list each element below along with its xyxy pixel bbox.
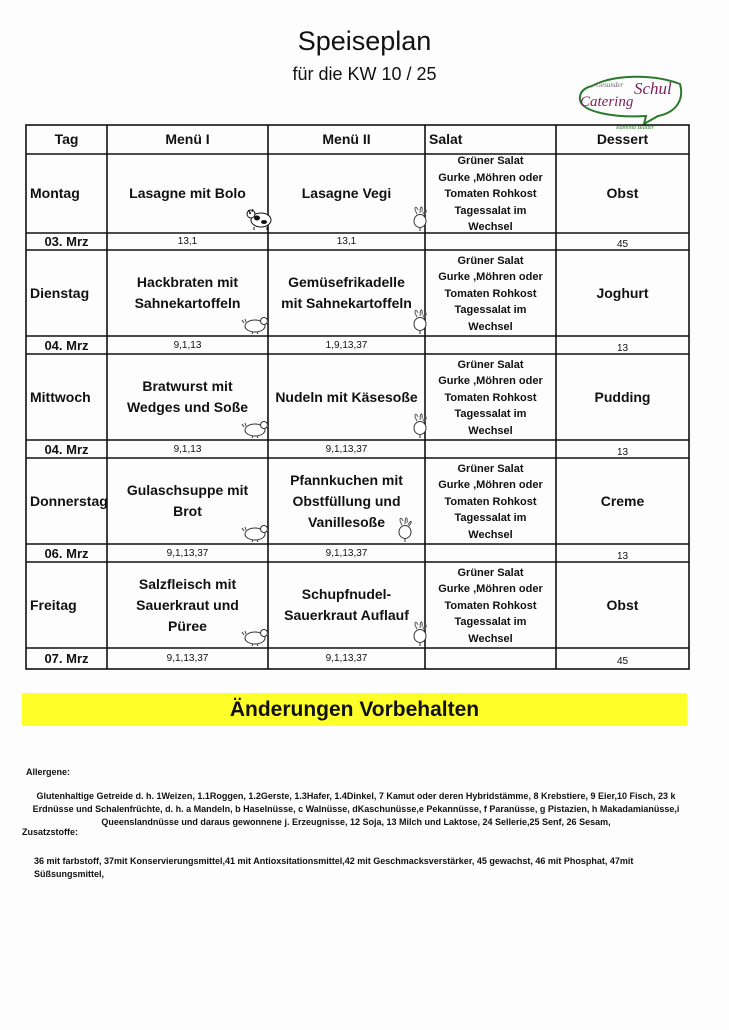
logo-text-top: Gesunder <box>596 81 624 89</box>
text-line: Wechsel <box>468 632 513 645</box>
text-line: Püree <box>168 617 207 634</box>
menu2-cell <box>268 562 425 648</box>
salad-cell <box>425 248 556 340</box>
text-line: Wechsel <box>468 528 513 541</box>
text-line: Bratwurst mit <box>142 378 233 394</box>
date-label: 04. Mrz <box>44 441 89 457</box>
dessert-cell: Obst <box>606 596 639 613</box>
text-line: Grüner Salat <box>457 462 524 475</box>
day-label: Freitag <box>30 596 77 613</box>
text-line: Lasagne Vegi <box>301 185 392 201</box>
text-line: Sauerkraut Auflauf <box>284 607 409 623</box>
text-line: Gulaschsuppe mit <box>126 482 249 498</box>
cow-icon <box>245 206 275 235</box>
allergen-codes-menu2: 13,1 <box>336 236 357 247</box>
zusatzstoffe-label: Zusatzstoffe: <box>22 827 78 837</box>
allergen-codes-menu1: 9,1,13 <box>173 443 202 455</box>
text-line: Tagessalat im <box>454 204 527 217</box>
text-line: Tagessalat im <box>454 408 527 421</box>
text-line: Tagessalat im <box>454 616 527 629</box>
catering-logo <box>574 72 686 132</box>
text-line: Tomaten Rohkost <box>444 599 537 612</box>
column-header-1: Menü I <box>165 131 210 147</box>
allergen-codes-menu2: 9,1,13,37 <box>325 443 368 455</box>
text-line: Grüner Salat <box>457 358 524 371</box>
salad-cell <box>425 152 556 237</box>
allergen-codes-menu1: 13,1 <box>177 236 198 247</box>
text-line: Grüner Salat <box>457 566 524 579</box>
vegetable-icon <box>411 412 429 443</box>
text-line: Tagessalat im <box>454 512 527 525</box>
allergen-codes-dessert: 13 <box>616 342 629 354</box>
column-header-0: Tag <box>54 131 79 147</box>
chicken-icon <box>241 626 269 651</box>
text-line: Grüner Salat <box>457 254 524 267</box>
text-line: Schupfnudel- <box>301 586 392 602</box>
changes-reserved-banner: Änderungen Vorbehalten <box>22 693 687 726</box>
allergen-codes-menu2: 1,9,13,37 <box>325 339 368 351</box>
text-line: Salzfleisch mit <box>138 575 237 592</box>
text-line: Lasagne mit Bolo <box>129 185 246 201</box>
text-line: Grüner Salat <box>457 155 524 168</box>
text-line: Tomaten Rohkost <box>444 391 537 404</box>
menu2-cell <box>268 354 425 440</box>
vegetable-icon <box>411 308 429 339</box>
date-label: 06. Mrz <box>44 545 89 561</box>
dessert-cell: Obst <box>606 185 639 201</box>
text-line: Tagessalat im <box>454 304 527 317</box>
salad-cell <box>425 352 556 444</box>
text-line: Gurke ,Möhren oder <box>438 583 543 596</box>
date-label: 04. Mrz <box>44 337 89 353</box>
text-line: mit Sahnekartoffeln <box>281 295 412 311</box>
chicken-icon <box>241 314 269 339</box>
text-line: Gurke ,Möhren oder <box>438 479 543 492</box>
allergen-codes-menu1: 9,1,13,37 <box>166 547 209 559</box>
menu2-cell <box>268 154 425 233</box>
allergen-codes-menu1: 9,1,13,37 <box>166 653 209 664</box>
day-label: Mittwoch <box>30 388 91 405</box>
column-header-2: Menü II <box>322 131 371 147</box>
text-line: Pfannkuchen mit <box>290 471 403 488</box>
text-line: Hackbraten mit <box>136 274 239 290</box>
chicken-icon <box>241 418 269 443</box>
logo-text-schul: Schul <box>634 79 672 98</box>
dessert-cell: Pudding <box>594 388 651 405</box>
text-line: Brot <box>173 503 202 519</box>
date-label: 07. Mrz <box>44 651 89 666</box>
logo-text-catering: Catering <box>580 94 634 110</box>
allergen-codes-menu2: 9,1,13,37 <box>325 653 368 664</box>
day-label: Dienstag <box>30 284 90 301</box>
text-line: Sauerkraut und <box>136 596 239 613</box>
text-line: Nudeln mit Käsesoße <box>275 388 418 405</box>
allergene-text: Glutenhaltige Getreide d. h. 1Weizen, 1.1Roggen, 1.2Gerste, 1.3Hafer, 1.4Dinkel, 7 Kamut oder deren Hybridstämme, 8 Krebstiere, 9 Eier,10 Fisch, 23 k Erdnüsse und Schalenfrüchte, d. h. a Mandeln, b Haselnüsse, c Walnüsse, dKaschunüsse,e Pekannüsse, f Paranüsse, g Pistazien, h Makadamianüsse,i Queenslandnüsse und daraus gewonnene j. Erzeugnisse, 12 Soja, 13 Milch und Laktose, 24 Sellerie,25 Senf, 26 Sesam, <box>32 791 680 827</box>
logo-text-bottom: Ramona Blatter <box>616 125 655 131</box>
allergen-codes-menu2: 9,1,13,37 <box>325 547 368 559</box>
vegetable-icon <box>411 205 429 236</box>
dessert-cell: Creme <box>600 492 645 509</box>
text-line: Tomaten Rohkost <box>444 188 537 201</box>
text-line: Gemüsefrikadelle <box>288 274 405 290</box>
page-subtitle: für die KW 10 / 25 <box>292 64 437 84</box>
allergen-codes-dessert: 13 <box>616 550 629 562</box>
zusatzstoffe-text: 36 mit farbstoff, 37mit Konservierungsmittel,41 mit Antioxsitationsmittel,42 mit Geschmacksverstärker, 45 gewachst, 46 mit Phosphat, 47mit Süßsungsmittel, <box>34 856 634 879</box>
text-line: Wechsel <box>468 424 513 437</box>
text-line: Vanillesoße <box>307 513 386 530</box>
column-header-3: Salat <box>429 131 463 147</box>
day-label: Montag <box>30 185 80 201</box>
dessert-cell: Joghurt <box>596 284 649 301</box>
allergen-codes-dessert: 13 <box>616 446 629 458</box>
text-line: Obstfüllung und <box>292 492 401 509</box>
allergen-codes-menu1: 9,1,13 <box>173 339 202 351</box>
allergene-label: Allergene: <box>26 767 71 777</box>
date-label: 03. Mrz <box>44 234 89 249</box>
vegetable-icon <box>396 516 414 547</box>
allergen-codes-dessert: 45 <box>616 239 629 250</box>
menu1-cell <box>107 154 268 233</box>
allergen-codes-dessert: 45 <box>616 656 629 667</box>
salad-cell <box>425 456 556 548</box>
text-line: Sahnekartoffeln <box>134 295 241 311</box>
text-line: Gurke ,Möhren oder <box>438 171 543 184</box>
chicken-icon <box>241 522 269 547</box>
text-line: Gurke ,Möhren oder <box>438 375 543 388</box>
vegetable-icon <box>411 620 429 651</box>
day-label: Donnerstag <box>30 492 108 509</box>
text-line: Wechsel <box>468 221 513 234</box>
text-line: Wedges und Soße <box>126 399 249 415</box>
menu2-cell <box>268 250 425 336</box>
text-line: Gurke ,Möhren oder <box>438 271 543 284</box>
text-line: Tomaten Rohkost <box>444 287 537 300</box>
salad-cell <box>425 560 556 652</box>
page-title: Speiseplan <box>297 26 432 56</box>
text-line: Tomaten Rohkost <box>444 495 537 508</box>
text-line: Wechsel <box>468 320 513 333</box>
column-header-4: Dessert <box>596 131 649 147</box>
